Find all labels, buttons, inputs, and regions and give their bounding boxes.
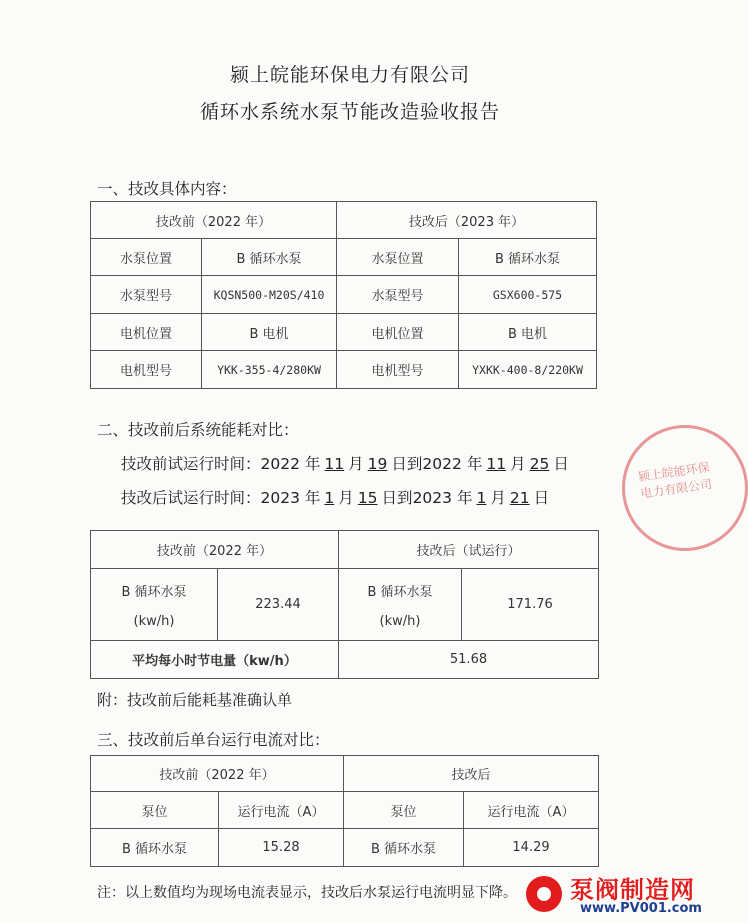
row-value: B 循环水泵 xyxy=(202,239,337,276)
col-pump: 泵位 xyxy=(91,792,219,829)
row-value: YKK-355-4/280KW xyxy=(202,351,337,389)
energy-before-header: 技改前（2022 年） xyxy=(91,531,339,569)
footnote: 注：以上数值均为现场电流表显示，技改后水泵运行电流明显下降。 xyxy=(97,885,517,901)
row-value: YXKK-400-8/220KW xyxy=(459,351,597,389)
current-before: 15.28 xyxy=(219,829,344,867)
saving-label: 平均每小时节电量（kw/h） xyxy=(91,641,339,679)
before-run-time: 技改前试运行时间：2022 年 11 月 19 日到2022 年 11 月 25 日 xyxy=(121,455,569,473)
section3-title: 三、技改前后单台运行电流对比： xyxy=(97,731,330,749)
pump-after: B 循环水泵 xyxy=(344,829,464,867)
seal-text: 颍上皖能环保电力有限公司 xyxy=(637,460,713,501)
row-label: 水泵型号 xyxy=(337,276,459,314)
company-seal xyxy=(622,425,748,551)
row-label: 水泵位置 xyxy=(337,239,459,276)
pump-before: B 循环水泵 xyxy=(91,829,219,867)
row-label: 水泵位置 xyxy=(91,239,202,276)
energy-pump-before: B 循环水泵 (kw/h) xyxy=(91,569,218,641)
col-current: 运行电流（A） xyxy=(219,792,344,829)
watermark-logo xyxy=(518,868,700,923)
energy-after-header: 技改后（试运行） xyxy=(339,531,599,569)
attachment-note: 附：技改前后能耗基准确认单 xyxy=(97,691,293,709)
energy-table xyxy=(90,530,599,679)
after-header: 技改后（2023 年） xyxy=(337,202,597,239)
col-pump: 泵位 xyxy=(344,792,464,829)
current-before-header: 技改前（2022 年） xyxy=(91,756,344,792)
equipment-table xyxy=(90,201,597,389)
watermark-cn: 泵阀制造网 xyxy=(570,876,695,904)
current-after-header: 技改后 xyxy=(344,756,599,792)
energy-value-before: 223.44 xyxy=(218,569,339,641)
current-after: 14.29 xyxy=(464,829,599,867)
section2-title: 二、技改前后系统能耗对比： xyxy=(97,421,299,439)
row-value: B 循环水泵 xyxy=(459,239,597,276)
energy-value-after: 171.76 xyxy=(462,569,599,641)
logo-icon xyxy=(526,876,562,912)
row-label: 电机位置 xyxy=(91,314,202,351)
col-current: 运行电流（A） xyxy=(464,792,599,829)
company-name: 颍上皖能环保电力有限公司 xyxy=(229,64,470,86)
row-value: B 电机 xyxy=(202,314,337,351)
row-value: KQSN500-M20S/410 xyxy=(202,276,337,314)
saving-value: 51.68 xyxy=(339,641,599,679)
row-label: 水泵型号 xyxy=(91,276,202,314)
energy-pump-after: B 循环水泵 (kw/h) xyxy=(339,569,462,641)
current-table xyxy=(90,755,599,867)
row-label: 电机型号 xyxy=(91,351,202,389)
section1-title: 一、技改具体内容： xyxy=(97,180,237,198)
row-label: 电机位置 xyxy=(337,314,459,351)
after-run-time: 技改后试运行时间：2023 年 1 月 15 日到2023 年 1 月 21 日 xyxy=(121,489,550,507)
row-value: B 电机 xyxy=(459,314,597,351)
row-value: GSX600-575 xyxy=(459,276,597,314)
report-title: 循环水系统水泵节能改造验收报告 xyxy=(199,101,500,123)
watermark-en: www.PV001.com xyxy=(580,901,702,916)
row-label: 电机型号 xyxy=(337,351,459,389)
before-header: 技改前（2022 年） xyxy=(91,202,337,239)
